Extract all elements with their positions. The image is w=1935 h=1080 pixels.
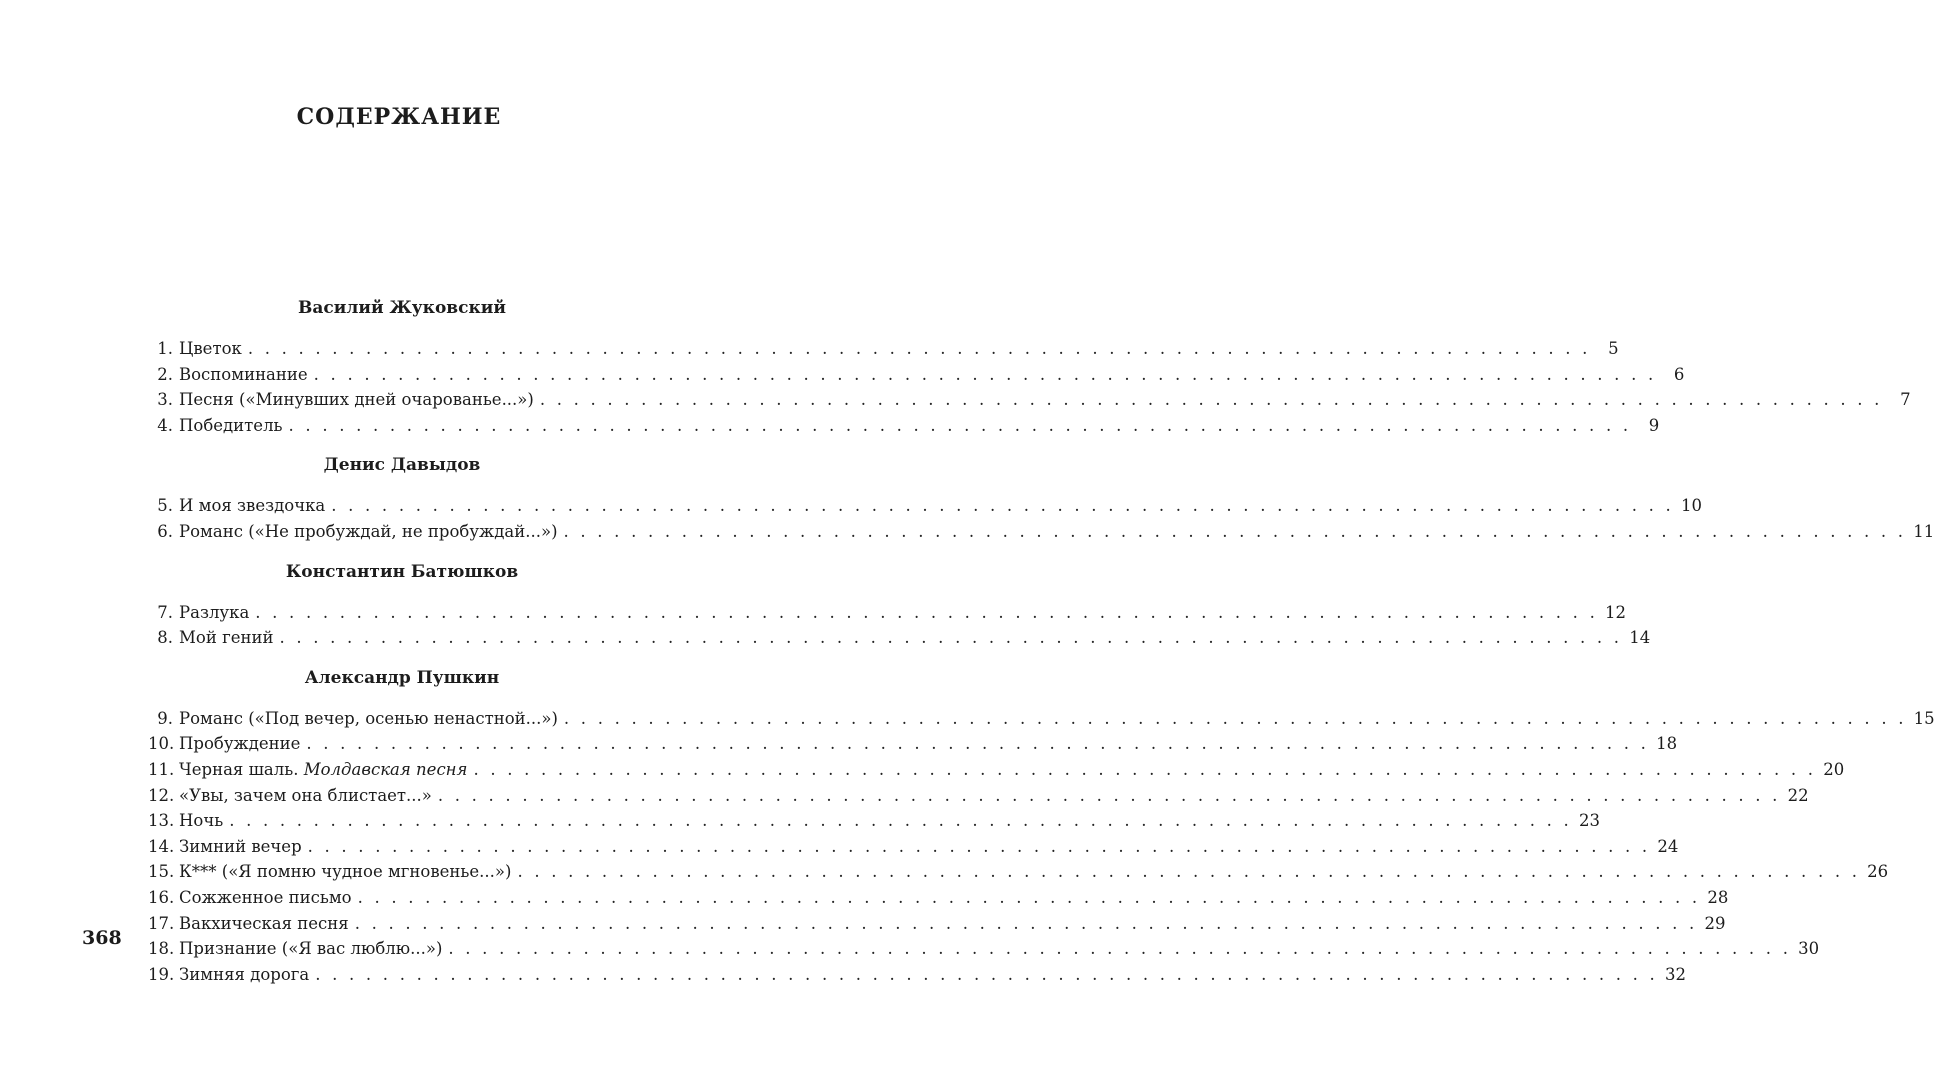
entry-title-group [179,962,309,988]
page-title: СОДЕРЖАНИЕ [296,104,502,130]
entry-title-group [179,625,273,651]
author-heading: Александр Пушкин [304,667,500,688]
toc-entry [148,783,1809,809]
entry-title: Сожженное письмо [179,887,352,907]
entry-page-number: 24 [1657,836,1679,856]
toc-entry [148,706,1935,732]
entry-title-group [179,757,467,783]
toc-entry [148,600,1627,626]
entry-number: 11. [148,759,175,779]
entry-page-number: 22 [1787,785,1809,805]
entry-page-number: 23 [1578,811,1600,831]
entry-page-number: 12 [1605,602,1627,622]
toc-section [148,451,1935,544]
dot-leader: . . . . . . . . . . . . . . . . . . . . . . . . . . . . . . . . . . . . . . . . . . . . . . . . . . . . . . . . . . . . . . . . . . . . . . . . . . . . . . . . [255,602,1599,622]
toc-entry [148,757,1845,783]
entry-title-group [179,336,242,362]
entry-number: 18. [148,939,175,959]
dot-leader: . . . . . . . . . . . . . . . . . . . . . . . . . . . . . . . . . . . . . . . . . . . . . . . . . . . . . . . . . . . . . . . . . . . . . . . . . . . . . . . . [354,913,1698,933]
toc-entry [148,625,1651,651]
entry-number: 4. [157,415,173,435]
dot-leader: . . . . . . . . . . . . . . . . . . . . . . . . . . . . . . . . . . . . . . . . . . . . . . . . . . . . . . . . . . . . . . . . . . . . . . . . . . . . . . . . [229,811,1572,831]
entry-title-group [179,859,511,885]
dot-leader: . . . . . . . . . . . . . . . . . . . . . . . . . . . . . . . . . . . . . . . . . . . . . . . . . . . . . . . . . . . . . . . . . . . . . . . . . . . . . . . . [563,708,1907,728]
dot-leader: . . . . . . . . . . . . . . . . . . . . . . . . . . . . . . . . . . . . . . . . . . . . . . . . . . . . . . . . . . . . . . . . . . . . . . . . . . . . . . . . [357,887,1701,907]
entry-page-number: 28 [1707,887,1729,907]
entry-page-number: 18 [1656,734,1678,754]
entry-number: 16. [148,887,175,907]
toc-entry [148,808,1600,834]
dot-leader: . . . . . . . . . . . . . . . . . . . . . . . . . . . . . . . . . . . . . . . . . . . . . . . . . . . . . . . . . . . . . . . . . . . . . . . . . . . . . . . . [517,862,1861,882]
entry-page-number: 26 [1867,862,1889,882]
dot-leader: . . . . . . . . . . . . . . . . . . . . . . . . . . . . . . . . . . . . . . . . . . . . . . . . . . . . . . . . . . . . . . . . . . . . . . . . . . . . . . . . [563,521,1907,541]
entry-number: 14. [148,836,175,856]
entry-number: 1. [157,339,173,358]
entry-number: 9. [157,708,173,728]
entry-number: 5. [157,496,173,516]
entry-title-group [179,413,283,439]
entry-title: Вакхическая песня [179,913,349,933]
dot-leader: . . . . . . . . . . . . . . . . . . . . . . . . . . . . . . . . . . . . . . . . . . . . . . . . . . . . . . . . . . . . . . . . . . . . . . . . . . . . . . . . [288,415,1632,435]
entry-number: 19. [148,964,175,984]
entry-title: Романс («Под вечер, осенью ненастной...») [179,708,558,728]
dot-leader: . . . . . . . . . . . . . . . . . . . . . . . . . . . . . . . . . . . . . . . . . . . . . . . . . . . . . . . . . . . . . . . . . . . . . . . . . . . . . . . . [279,628,1623,648]
toc-entry [148,911,1726,937]
entry-title: Воспоминание [179,364,308,384]
entry-number: 3. [157,390,173,410]
author-heading: Василий Жуковский [298,298,506,318]
entry-number: 12. [148,785,175,805]
entry-title-group [179,387,534,413]
entry-subtitle: Молдавская песня [303,759,468,779]
entry-number: 6. [157,521,173,541]
entry-number: 15. [148,862,175,882]
entry-title-group [179,362,308,388]
entry-title: Черная шаль. [179,759,299,779]
toc-entry [148,885,1729,911]
toc-entry [148,336,1619,362]
entry-title-group [179,936,442,962]
entry-page-number: 7 [1900,390,1911,410]
entry-title: Мой гений [179,628,274,648]
entry-title: Ночь [179,811,224,831]
toc-entry [148,936,1820,962]
entry-title-group [179,600,249,626]
entry-page-number: 15 [1913,708,1935,728]
dot-leader: . . . . . . . . . . . . . . . . . . . . . . . . . . . . . . . . . . . . . . . . . . . . . . . . . . . . . . . . . . . . . . . . . . . . . . . . . . . . . . . . [315,964,1658,984]
entry-page-number: 11 [1913,521,1935,541]
page-number: 368 [82,927,122,949]
entry-title-group [179,731,300,757]
dot-leader: . . . . . . . . . . . . . . . . . . . . . . . . . . . . . . . . . . . . . . . . . . . . . . . . . . . . . . . . . . . . . . . . . . . . . . . . . . . . . . . . [307,836,1651,856]
toc-entry [148,387,1911,413]
entry-page-number: 14 [1629,628,1651,648]
entry-number: 13. [148,811,175,831]
entry-title-group [179,911,349,937]
toc-entry [148,731,1678,757]
entry-page-number: 10 [1681,496,1702,516]
entry-number: 7. [157,602,173,622]
entry-title-group [179,783,432,809]
entry-title-group [179,706,558,732]
table-of-contents [148,292,1935,987]
toc-section [148,294,1911,438]
dot-leader: . . . . . . . . . . . . . . . . . . . . . . . . . . . . . . . . . . . . . . . . . . . . . . . . . . . . . . . . . . . . . . . . . . . . . . . . . . . . . . . . [437,785,1781,805]
entry-number: 2. [157,364,173,384]
entry-title-group [179,493,325,519]
entry-title: Зимний вечер [179,836,302,856]
entry-title: Победитель [179,415,283,435]
entry-title: Пробуждение [179,734,301,754]
entry-title: Зимняя дорога [179,964,310,984]
dot-leader: . . . . . . . . . . . . . . . . . . . . . . . . . . . . . . . . . . . . . . . . . . . . . . . . . . . . . . . . . . . . . . . . . . . . . . . . . . . . . . . . [247,339,1591,358]
entry-page-number: 9 [1648,415,1660,435]
dot-leader: . . . . . . . . . . . . . . . . . . . . . . . . . . . . . . . . . . . . . . . . . . . . . . . . . . . . . . . . . . . . . . . . . . . . . . . . . . . . . . . . [313,364,1657,384]
entry-title: И моя звездочка [179,496,326,516]
entry-page-number: 20 [1823,759,1845,779]
toc-entry [148,859,1889,885]
entry-title: К*** («Я помню чудное мгновенье...») [179,862,512,882]
entry-title: «Увы, зачем она блистает...» [179,785,432,805]
entry-title: Цветок [179,339,242,358]
entry-title-group [179,885,352,911]
entry-page-number: 32 [1664,964,1686,984]
toc-section [148,664,1935,988]
dot-leader: . . . . . . . . . . . . . . . . . . . . . . . . . . . . . . . . . . . . . . . . . . . . . . . . . . . . . . . . . . . . . . . . . . . . . . . . . . . . . . . . [473,759,1817,779]
entry-number: 10. [148,734,175,754]
toc-entry [148,834,1679,860]
entry-page-number: 30 [1798,939,1820,959]
author-heading: Денис Давыдов [323,455,481,476]
dot-leader: . . . . . . . . . . . . . . . . . . . . . . . . . . . . . . . . . . . . . . . . . . . . . . . . . . . . . . . . . . . . . . . . . . . . . . . . . . . . . . . . [539,390,1883,410]
toc-entry [148,362,1685,388]
entry-title: Романс («Не пробуждай, не пробуждай...») [179,521,558,541]
entry-page-number: 6 [1673,364,1685,384]
entry-number: 17. [148,913,175,933]
toc-section [148,558,1651,651]
entry-title-group [179,834,302,860]
dot-leader: . . . . . . . . . . . . . . . . . . . . . . . . . . . . . . . . . . . . . . . . . . . . . . . . . . . . . . . . . . . . . . . . . . . . . . . . . . . . . . . . [306,734,1650,754]
entry-page-number: 29 [1704,913,1726,933]
entry-title-group [179,808,223,834]
dot-leader: . . . . . . . . . . . . . . . . . . . . . . . . . . . . . . . . . . . . . . . . . . . . . . . . . . . . . . . . . . . . . . . . . . . . . . . . . . . . . . . . [331,496,1674,516]
toc-entry [148,519,1935,545]
entry-title: Признание («Я вас люблю...») [179,939,443,959]
entry-page-number: 5 [1608,339,1619,358]
entry-title-group [179,519,558,545]
dot-leader: . . . . . . . . . . . . . . . . . . . . . . . . . . . . . . . . . . . . . . . . . . . . . . . . . . . . . . . . . . . . . . . . . . . . . . . . . . . . . . . . [448,939,1792,959]
author-heading: Константин Батюшков [285,561,519,582]
entry-number: 8. [157,628,173,648]
toc-entry [148,493,1702,519]
entry-title: Разлука [179,602,250,622]
entry-title: Песня («Минувших дней очарованье...») [179,390,534,410]
toc-entry [148,962,1686,988]
toc-entry [148,413,1660,439]
